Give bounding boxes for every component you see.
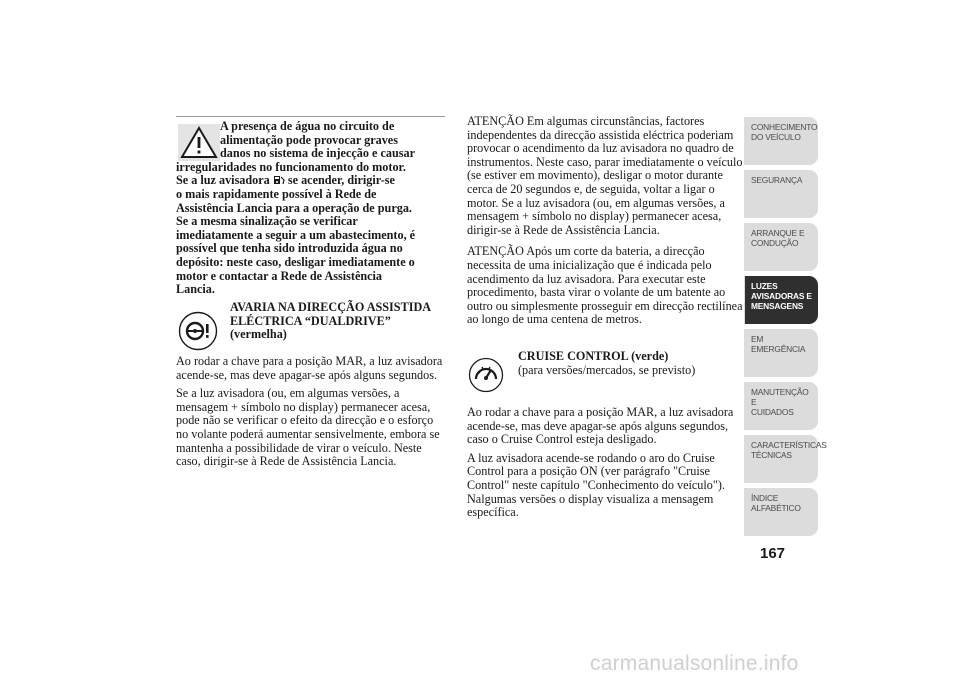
paragraph: Se a luz avisadora (ou, em algumas versões, a mensagem + símbolo no display) permanecer acesa, pode não se verificar o efeito da direcção e o esforço no volante poderá aumentar sensivelmente, embora se mantenha a possibilidade de virar o veículo. Neste caso, dirigir-se à Rede de Assistência Lancia.	[176, 386, 440, 469]
tab-conhecimento[interactable]	[744, 117, 818, 165]
paragraph: ATENÇÃO Após um corte da bateria, a direcção necessita de uma inicialização que é indicada pelo acendimento da luz avisadora. Para executar este procedimento, basta virar o volante de um batente ao outro ou simplesmente prosseguir em direcção rectilínea ao longo de uma centena de metros.	[467, 244, 743, 327]
warning-line-lamp	[176, 174, 450, 188]
tab-label: CONDUÇÃO	[751, 238, 799, 248]
cruise-heading	[518, 350, 742, 377]
tab-label: SEGURANÇA	[751, 175, 803, 185]
warning-line: o mais rapidamente possível à Rede de	[176, 186, 377, 201]
tab-label: AVISADORAS E	[751, 291, 812, 301]
warning-line: possível que tenha sido introduzida água no	[176, 241, 403, 256]
warning-line: se acender, dirigir-se	[287, 173, 395, 188]
warning-line: irregularidades no funcionamento do motor.	[176, 159, 406, 174]
tab-label: MANUTENÇÃO E	[751, 387, 809, 407]
page-number: 167	[760, 545, 786, 562]
chapter-tabs	[744, 117, 827, 541]
tab-label: DO VEÍCULO	[751, 132, 801, 142]
tab-label: ALFABÉTICO	[751, 503, 801, 513]
warning-text	[176, 120, 450, 297]
tab-indice[interactable]	[744, 488, 818, 536]
cruise-description	[467, 406, 743, 525]
eps-heading	[230, 301, 450, 342]
paragraph: ATENÇÃO Em algumas circunstâncias, factores independentes da direcção assistida eléctrica poderiam provocar o acendimento da luz avisadora no quadro de instrumentos. Neste caso, parar imediatamente o veículo (se estiver em movimento), desligar o motor durante cerca de 20 segundos e, de seguida, voltar a ligar o motor. Se a luz avisadora (ou, em algumas versões, a mensagem + símbolo no display) permanecer acesa, dirigir-se à Rede de Assistência Lancia.	[467, 114, 743, 237]
warning-line: Se a mesma sinalização se verificar	[176, 214, 358, 229]
tab-seguranca[interactable]	[744, 170, 818, 218]
warning-line: motor e contactar a Rede de Assistência	[176, 268, 383, 283]
tab-label: ÍNDICE	[751, 493, 779, 503]
tab-caracteristicas[interactable]	[744, 435, 827, 483]
cruise-heading-subtitle: (para versões/mercados, se previsto)	[518, 362, 696, 377]
cruise-control-icon	[468, 357, 504, 393]
warning-line: Lancia.	[176, 282, 215, 297]
warning-line: A presença de água no circuito de	[220, 119, 395, 133]
warning-line: depósito: neste caso, desligar imediatamente o	[176, 254, 415, 269]
warning-line: danos no sistema de injecção e causar	[220, 146, 415, 161]
eps-heading-line: (vermelha)	[230, 327, 287, 342]
tab-label: CUIDADOS	[751, 407, 794, 417]
cruise-heading-title: CRUISE CONTROL (verde)	[518, 349, 669, 363]
eps-notes	[467, 115, 743, 335]
warning-line: alimentação pode provocar graves	[220, 132, 398, 147]
water-in-fuel-icon	[273, 174, 285, 185]
tab-label: CONHECIMENTO	[751, 122, 818, 132]
eps-heading-line: AVARIA NA DIRECÇÃO ASSISTIDA	[230, 300, 432, 314]
tab-arranque[interactable]	[744, 223, 818, 271]
eps-description	[176, 355, 448, 474]
tab-emergencia[interactable]	[744, 329, 818, 377]
tab-manutencao[interactable]	[744, 382, 818, 430]
tab-label: TÉCNICAS	[751, 450, 792, 460]
paragraph: Ao rodar a chave para a posição MAR, a luz avisadora acende-se, mas deve apagar-se após alguns segundos, caso o Cruise Control esteja desligado.	[467, 405, 734, 447]
tab-label: ARRANQUE E	[751, 228, 805, 238]
section-rule	[176, 116, 445, 117]
warning-lamp-prefix: Se a luz avisadora	[176, 173, 270, 188]
paragraph: A luz avisadora acende-se rodando o aro do Cruise Control para a posição ON (ver parágrafo "Cruise Control" neste capítulo "Conhecimento do veículo"). Nalgumas versões o display visualiza a mensagem específica.	[467, 450, 725, 520]
warning-line: imediatamente a seguir a um abastecimento, é	[176, 227, 416, 242]
paragraph: Ao rodar a chave para a posição MAR, a luz avisadora acende-se, mas deve apagar-se após alguns segundos.	[176, 354, 443, 382]
tab-label: MENSAGENS	[751, 301, 804, 311]
tab-label: CARACTERÍSTICAS	[751, 440, 827, 450]
watermark: carmanualsonline.info	[590, 652, 799, 675]
steering-fault-icon	[178, 311, 218, 351]
tab-label: LUZES	[751, 281, 778, 291]
tab-label: EM EMERGÊNCIA	[751, 334, 806, 354]
tab-luzes-avisadoras[interactable]	[744, 276, 818, 324]
eps-heading-line: ELÉCTRICA “DUALDRIVE”	[230, 313, 391, 328]
warning-line: Assistência Lancia para a operação de purga.	[176, 200, 412, 215]
